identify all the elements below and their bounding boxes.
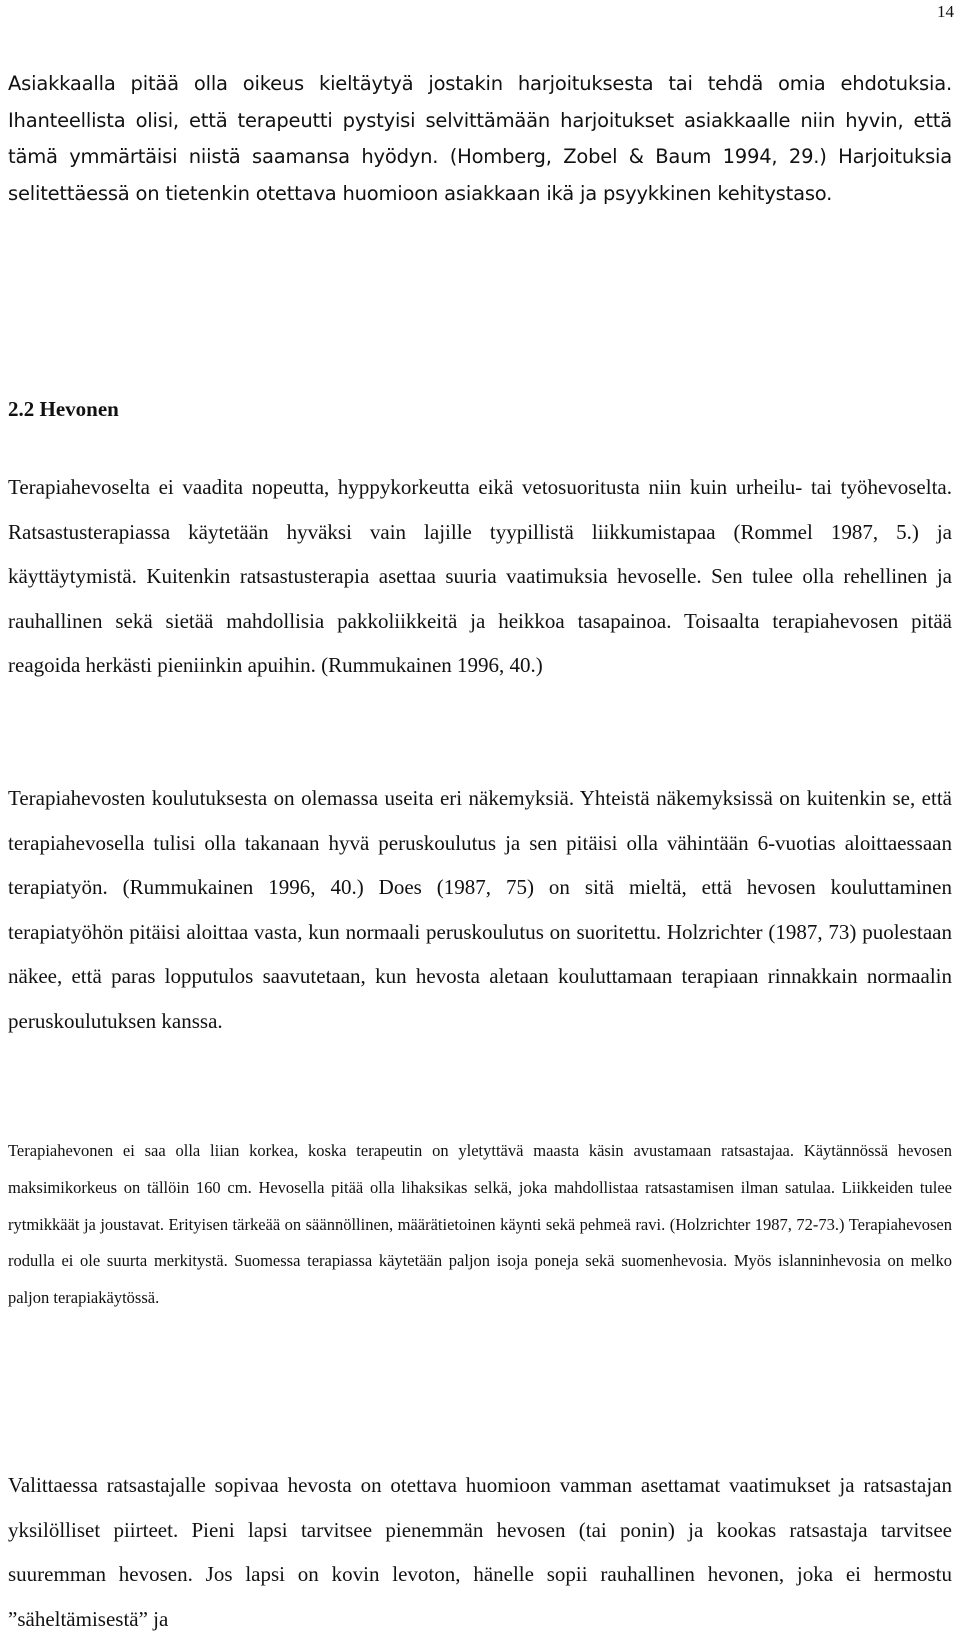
page-number: 14: [937, 2, 954, 21]
paragraph-horse-training: Terapiahevosten koulutuksesta on olemassa useita eri näkemyksiä. Yhteistä näkemyksissä on kuitenkin se, että terapiahevosella tulisi olla takanaan hyvä peruskoulutus ja sen pitäisi olla vähintään 6-vuotias aloittaessaan terapiatyön. (Rummukainen 1996, 40.) Does (1987, 75) on sitä mieltä, että hevosen kouluttaminen terapiatyöhön pitäisi aloittaa vasta, kun normaali peruskoulutus on suoritettu. Holzrichter (1987, 73) puolestaan näkee, että paras lopputulos saavutetaan, kun hevosta aletaan kouluttamaan terapiaan rinnakkain normaalin peruskoulutuksen kanssa.: [8, 786, 952, 1033]
paragraph-horse-size: Terapiahevonen ei saa olla liian korkea, koska terapeutin on yletyttävä maasta käsin avustamaan ratsastajaa. Käytännössä hevosen maksimikorkeus on tällöin 160 cm. Hevosella pitää olla lihaksikas selkä, joka mahdollistaa ratsastamisen ilman satulaa. Liikkeiden tulee rytmikkäät ja joustavat. Erityisen tärkeää on säännöllinen, määrätietoinen käynti sekä pehmeä ravi. (Holzrichter 1987, 72-73.) Terapiahevosen rodulla ei ole suurta merkitystä. Suomessa terapiassa käytetään paljon isoja poneja sekä suomenhevosia. Myös islanninhevosia on melko paljon terapiakäytössä.: [8, 1141, 952, 1308]
paragraph-horse-selection: Valittaessa ratsastajalle sopivaa hevosta on otettava huomioon vamman asettamat vaatimukset ja ratsastajan yksilölliset piirteet. Pieni lapsi tarvitsee pienemmän hevosen (tai ponin) ja kookas ratsastaja tarvitsee suuremman hevosen. Jos lapsi on kovin levoton, hänelle sopii rauhallinen hevonen, joka ei hermostu ”säheltämisestä” ja: [8, 1473, 952, 1631]
section-heading-horse: 2.2 Hevonen: [8, 397, 119, 421]
paragraph-client-refusal: Asiakkaalla pitää olla oikeus kieltäytyä jostakin harjoituksesta tai tehdä omia ehdotuksia. Ihanteellista olisi, että terapeutti pystyisi selvittämään harjoitukset asiakkaalle niin hyvin, että tämä ymmärtäisi niistä saamansa hyödyn. (Homberg, Zobel & Baum 1994, 29.) Harjoituksia selitettäessä on tietenkin otettava huomioon asiakkaan ikä ja psyykkinen kehitystaso.: [8, 72, 952, 206]
paragraph-horse-requirements: Terapiahevoselta ei vaadita nopeutta, hyppykorkeutta eikä vetosuoritusta niin kuin urheilu- tai työhevoselta. Ratsastusterapiassa käytetään hyväksi vain lajille tyypillistä liikkumistapaa (Rommel 1987, 5.) ja käyttäytymistä. Kuitenkin ratsastusterapia asettaa suuria vaatimuksia hevoselle. Sen tulee olla rehellinen ja rauhallinen sekä sietää mahdollisia pakkoliikkeitä ja heikkoa tasapainoa. Toisaalta terapiahevosen pitää reagoida herkästi pieniinkin apuihin. (Rummukainen 1996, 40.): [8, 475, 952, 677]
